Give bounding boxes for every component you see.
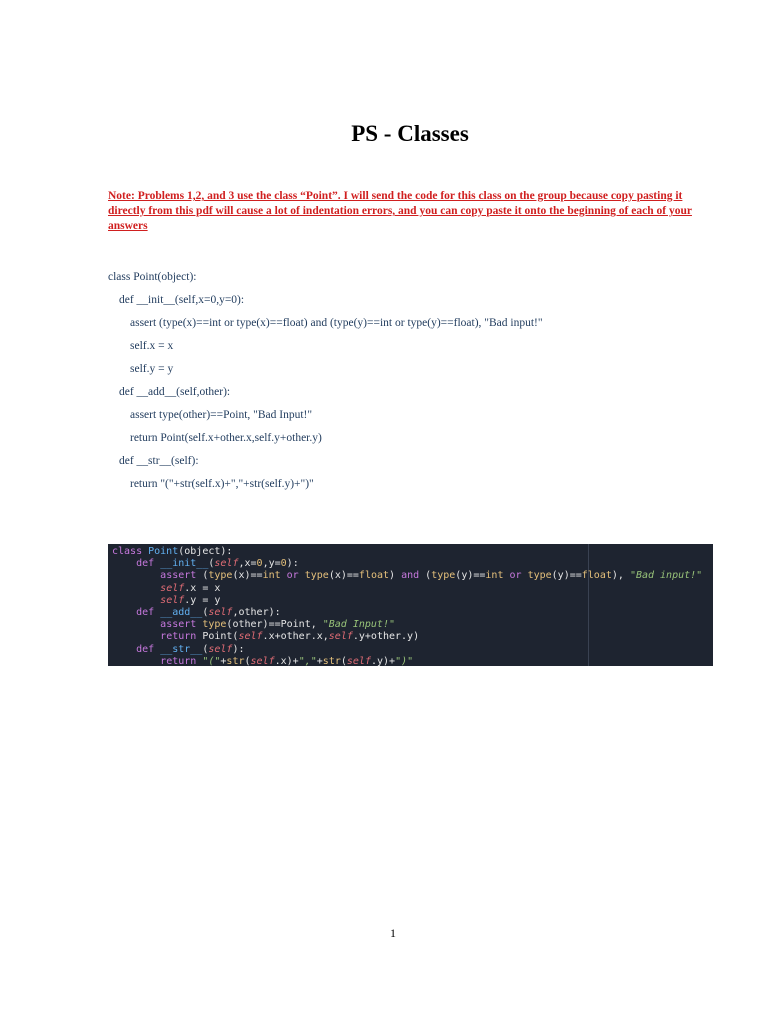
code-token: self <box>328 631 353 643</box>
code-token: ,x= <box>238 558 257 570</box>
code-line: assert type(other)==Point, "Bad Input!" <box>130 409 313 421</box>
code-token: float <box>358 570 390 582</box>
code-token: .y)+ <box>370 655 396 666</box>
code-token: self <box>346 655 371 666</box>
code-token: + <box>220 655 227 666</box>
code-token: or <box>503 570 528 582</box>
code-token: int <box>262 570 281 582</box>
code-token: self <box>160 594 185 606</box>
code-line: def __str__(self): <box>119 455 199 467</box>
code-line: assert (type(x)==int or type(x)==float) and (type(y)==int or type(y)==float), "Bad input!" <box>130 317 543 329</box>
page-number: 1 <box>390 926 396 940</box>
editor-line <box>112 631 702 643</box>
code-token: type <box>202 619 227 631</box>
code-token: return <box>160 655 203 666</box>
editor-line <box>112 583 702 595</box>
editor-line <box>112 595 702 607</box>
code-token: class <box>112 546 149 557</box>
note-paragraph: Note: Problems 1,2, and 3 use the class “Point”. I will send the code for this class on the group because copy pasting it directly from this pdf will cause a lot of indentation errors, and you can copy paste it onto the beginning of each of your answers <box>108 190 692 232</box>
code-token: and <box>401 570 426 582</box>
code-token: .y+other.y) <box>352 631 420 643</box>
editor-line <box>112 619 702 631</box>
code-line: def __add__(self,other): <box>119 386 231 398</box>
code-token: ( <box>340 655 347 666</box>
code-token: return <box>160 631 203 643</box>
code-token: ,y= <box>262 558 281 570</box>
code-token: self <box>250 655 275 666</box>
code-token: .x+other.x, <box>262 631 329 643</box>
code-token <box>112 619 160 630</box>
code-token: str <box>322 655 341 666</box>
code-token: ( <box>208 558 215 570</box>
code-token: "Bad input!" <box>629 570 703 582</box>
code-token: str <box>226 655 245 666</box>
code-token: ( <box>202 606 209 618</box>
code-token: Point <box>148 546 179 557</box>
code-token: type <box>304 570 329 582</box>
code-token: .y = y <box>184 594 221 606</box>
code-token: .x = x <box>184 582 221 594</box>
code-token <box>112 570 160 581</box>
code-token: Point( <box>202 631 239 643</box>
code-token: ): <box>232 643 245 655</box>
page-title: PS - Classes <box>351 121 469 146</box>
code-token: self <box>214 558 239 570</box>
code-token: int <box>485 570 504 582</box>
code-token: ")" <box>395 655 414 666</box>
editor-code-lines <box>112 546 702 666</box>
code-token: "(" <box>202 655 221 666</box>
editor-line <box>112 607 702 619</box>
code-token: ( <box>244 655 251 666</box>
code-token: type <box>527 570 552 582</box>
code-token <box>112 595 160 606</box>
code-token: ( <box>202 643 209 655</box>
code-token: or <box>280 570 305 582</box>
code-line: def __init__(self,x=0,y=0): <box>119 294 245 306</box>
code-line: class Point(object): <box>108 271 197 283</box>
code-token: (y)== <box>551 570 582 582</box>
code-token: + <box>316 655 323 666</box>
editor-line <box>112 558 702 570</box>
code-token: (other)==Point, <box>226 619 323 631</box>
code-token: ): <box>286 558 299 570</box>
editor-line <box>112 570 702 582</box>
editor-line <box>112 546 702 558</box>
code-token <box>112 644 136 655</box>
code-token: assert <box>160 570 203 582</box>
code-token: def <box>136 643 161 655</box>
code-token: (x)== <box>232 570 263 582</box>
code-token: (y)== <box>455 570 486 582</box>
code-token: "Bad Input!" <box>322 619 395 631</box>
code-token: ( <box>425 570 432 582</box>
code-token: def <box>136 606 161 618</box>
code-token: .x)+ <box>274 655 299 666</box>
code-token: __add__ <box>160 606 203 618</box>
code-token: assert <box>160 619 203 631</box>
code-token: type <box>431 570 456 582</box>
code-token: ) <box>389 570 402 582</box>
code-token: __str__ <box>160 643 203 655</box>
code-token: 0 <box>256 558 263 570</box>
code-token: float <box>581 570 612 582</box>
editor-line <box>112 644 702 656</box>
code-line: return Point(self.x+other.x,self.y+other.y) <box>130 432 322 444</box>
code-line: self.x = x <box>130 340 174 352</box>
code-token: 0 <box>280 558 287 570</box>
code-token <box>112 558 136 569</box>
code-token <box>112 607 136 618</box>
code-token: type <box>208 570 233 582</box>
code-line: return "("+str(self.x)+","+str(self.y)+")" <box>130 478 314 490</box>
code-token: (x)== <box>328 570 359 582</box>
editor-line <box>112 656 702 666</box>
code-token: self <box>208 606 233 618</box>
code-token: ,other): <box>232 606 281 618</box>
code-token: self <box>208 643 233 655</box>
code-listing-text <box>108 266 728 496</box>
code-line: self.y = y <box>130 363 174 375</box>
code-token <box>112 583 160 594</box>
code-token: ( <box>202 570 209 582</box>
code-token: ), <box>611 570 630 582</box>
code-token: "," <box>298 655 317 666</box>
code-token: (object): <box>178 546 233 557</box>
code-token: self <box>160 582 185 594</box>
code-token: def <box>136 558 161 570</box>
code-token: self <box>238 631 263 643</box>
code-token: __init__ <box>160 558 209 570</box>
code-token <box>112 656 160 666</box>
code-editor-screenshot <box>108 544 713 666</box>
code-token <box>112 631 160 642</box>
